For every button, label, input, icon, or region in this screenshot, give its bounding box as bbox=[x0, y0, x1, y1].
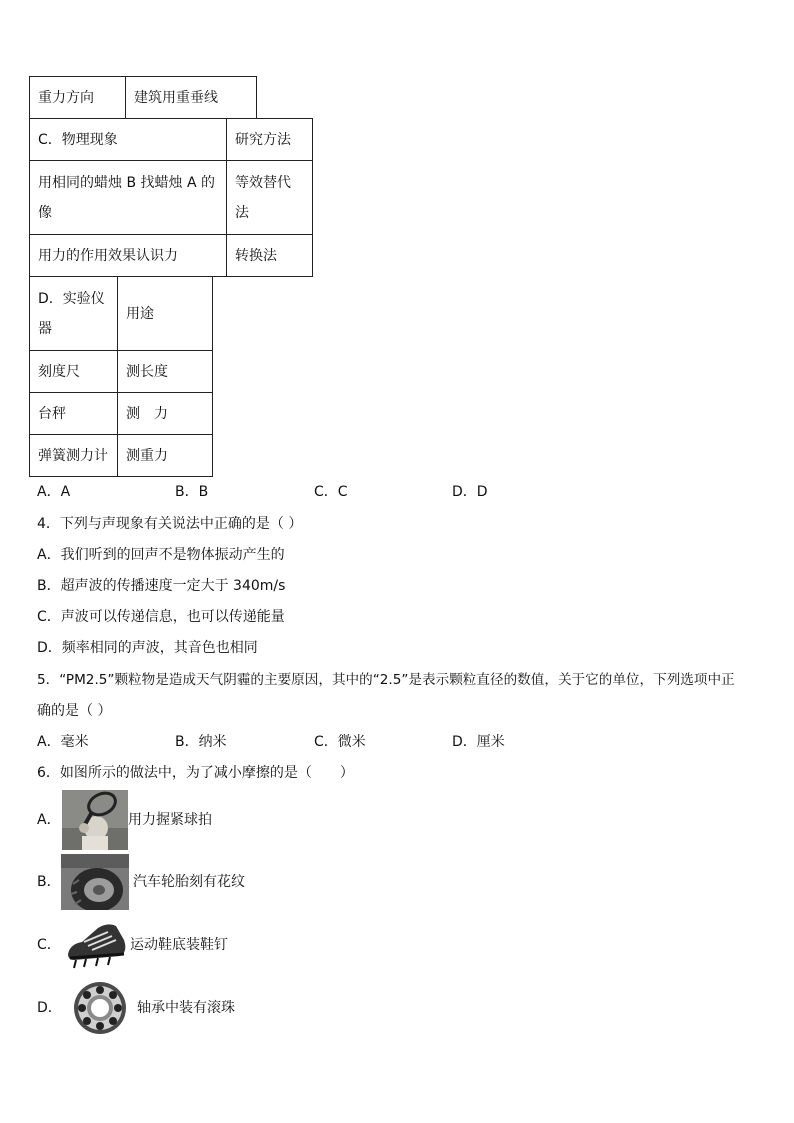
table-header-cell: 研究方法 bbox=[227, 119, 313, 161]
table-row bbox=[30, 235, 313, 277]
q4-stem: 4．下列与声现象有关说法中正确的是（ ） bbox=[37, 516, 303, 532]
table-c bbox=[29, 118, 313, 277]
table-row bbox=[30, 393, 213, 435]
table-cell: 刻度尺 bbox=[30, 351, 118, 393]
q4-option-d: D．频率相同的声波，其音色也相同 bbox=[37, 640, 258, 656]
table-row bbox=[30, 77, 257, 119]
table-d bbox=[29, 276, 213, 477]
table-cell: 重力方向 bbox=[30, 77, 126, 119]
ball-bearing-icon bbox=[67, 980, 133, 1036]
table-header-row bbox=[30, 119, 313, 161]
q3-option-a: A．A bbox=[37, 484, 71, 500]
table-cell: 弹簧测力计 bbox=[30, 435, 118, 477]
q5-stem-line1: 5．“PM2.5”颗粒物是造成天气阴霾的主要原因，其中的“2.5”是表示颗粒直径的数值，关于它的单位，下列选项中正 bbox=[37, 672, 735, 688]
table-cell: 建筑用重垂线 bbox=[126, 77, 257, 119]
q6-option-a-text: 用力握紧球拍 bbox=[128, 812, 212, 828]
q6-option-d-letter: D． bbox=[37, 1000, 62, 1016]
table-header-cell: D．实验仪器 bbox=[30, 277, 118, 351]
q3-option-c: C．C bbox=[314, 484, 348, 500]
q6-option-c-text: 运动鞋底装鞋钉 bbox=[130, 937, 228, 953]
table-cell: 测 力 bbox=[118, 393, 213, 435]
table-cell: 转换法 bbox=[227, 235, 313, 277]
table-b-tail bbox=[29, 76, 257, 119]
table-cell: 台秤 bbox=[30, 393, 118, 435]
table-row bbox=[30, 351, 213, 393]
q6-option-a-letter: A． bbox=[37, 812, 61, 828]
q5-option-c: C．微米 bbox=[314, 734, 366, 750]
q5-option-d: D．厘米 bbox=[452, 734, 505, 750]
table-cell: 测重力 bbox=[118, 435, 213, 477]
table-row bbox=[30, 435, 213, 477]
q6-option-c-letter: C． bbox=[37, 937, 61, 953]
table-header-cell: 用途 bbox=[118, 277, 213, 351]
q4-option-c: C．声波可以传递信息，也可以传递能量 bbox=[37, 609, 285, 625]
table-cell: 测长度 bbox=[118, 351, 213, 393]
tennis-racket-icon bbox=[62, 790, 128, 850]
q5-option-b: B．纳米 bbox=[175, 734, 227, 750]
table-cell: 用相同的蜡烛 B 找蜡烛 A 的像 bbox=[30, 161, 227, 235]
table-header-row bbox=[30, 277, 213, 351]
table-row bbox=[30, 161, 313, 235]
table-cell: 用力的作用效果认识力 bbox=[30, 235, 227, 277]
q6-option-d-text: 轴承中装有滚珠 bbox=[137, 1000, 235, 1016]
q6-stem: 6．如图所示的做法中，为了减小摩擦的是（ ） bbox=[37, 765, 354, 781]
spiked-shoe-icon bbox=[64, 918, 130, 972]
table-header-cell: C．物理现象 bbox=[30, 119, 227, 161]
q6-option-b-letter: B． bbox=[37, 874, 61, 890]
q3-option-b: B．B bbox=[175, 484, 209, 500]
car-tire-icon bbox=[61, 854, 129, 910]
q5-option-a: A．毫米 bbox=[37, 734, 89, 750]
q6-option-b-text: 汽车轮胎刻有花纹 bbox=[133, 874, 245, 890]
q5-stem-line2: 确的是（ ） bbox=[37, 703, 112, 719]
q3-option-d: D．D bbox=[452, 484, 488, 500]
table-cell: 等效替代法 bbox=[227, 161, 313, 235]
q4-option-b: B．超声波的传播速度一定大于 340m/s bbox=[37, 578, 286, 594]
q4-option-a: A．我们听到的回声不是物体振动产生的 bbox=[37, 547, 285, 563]
